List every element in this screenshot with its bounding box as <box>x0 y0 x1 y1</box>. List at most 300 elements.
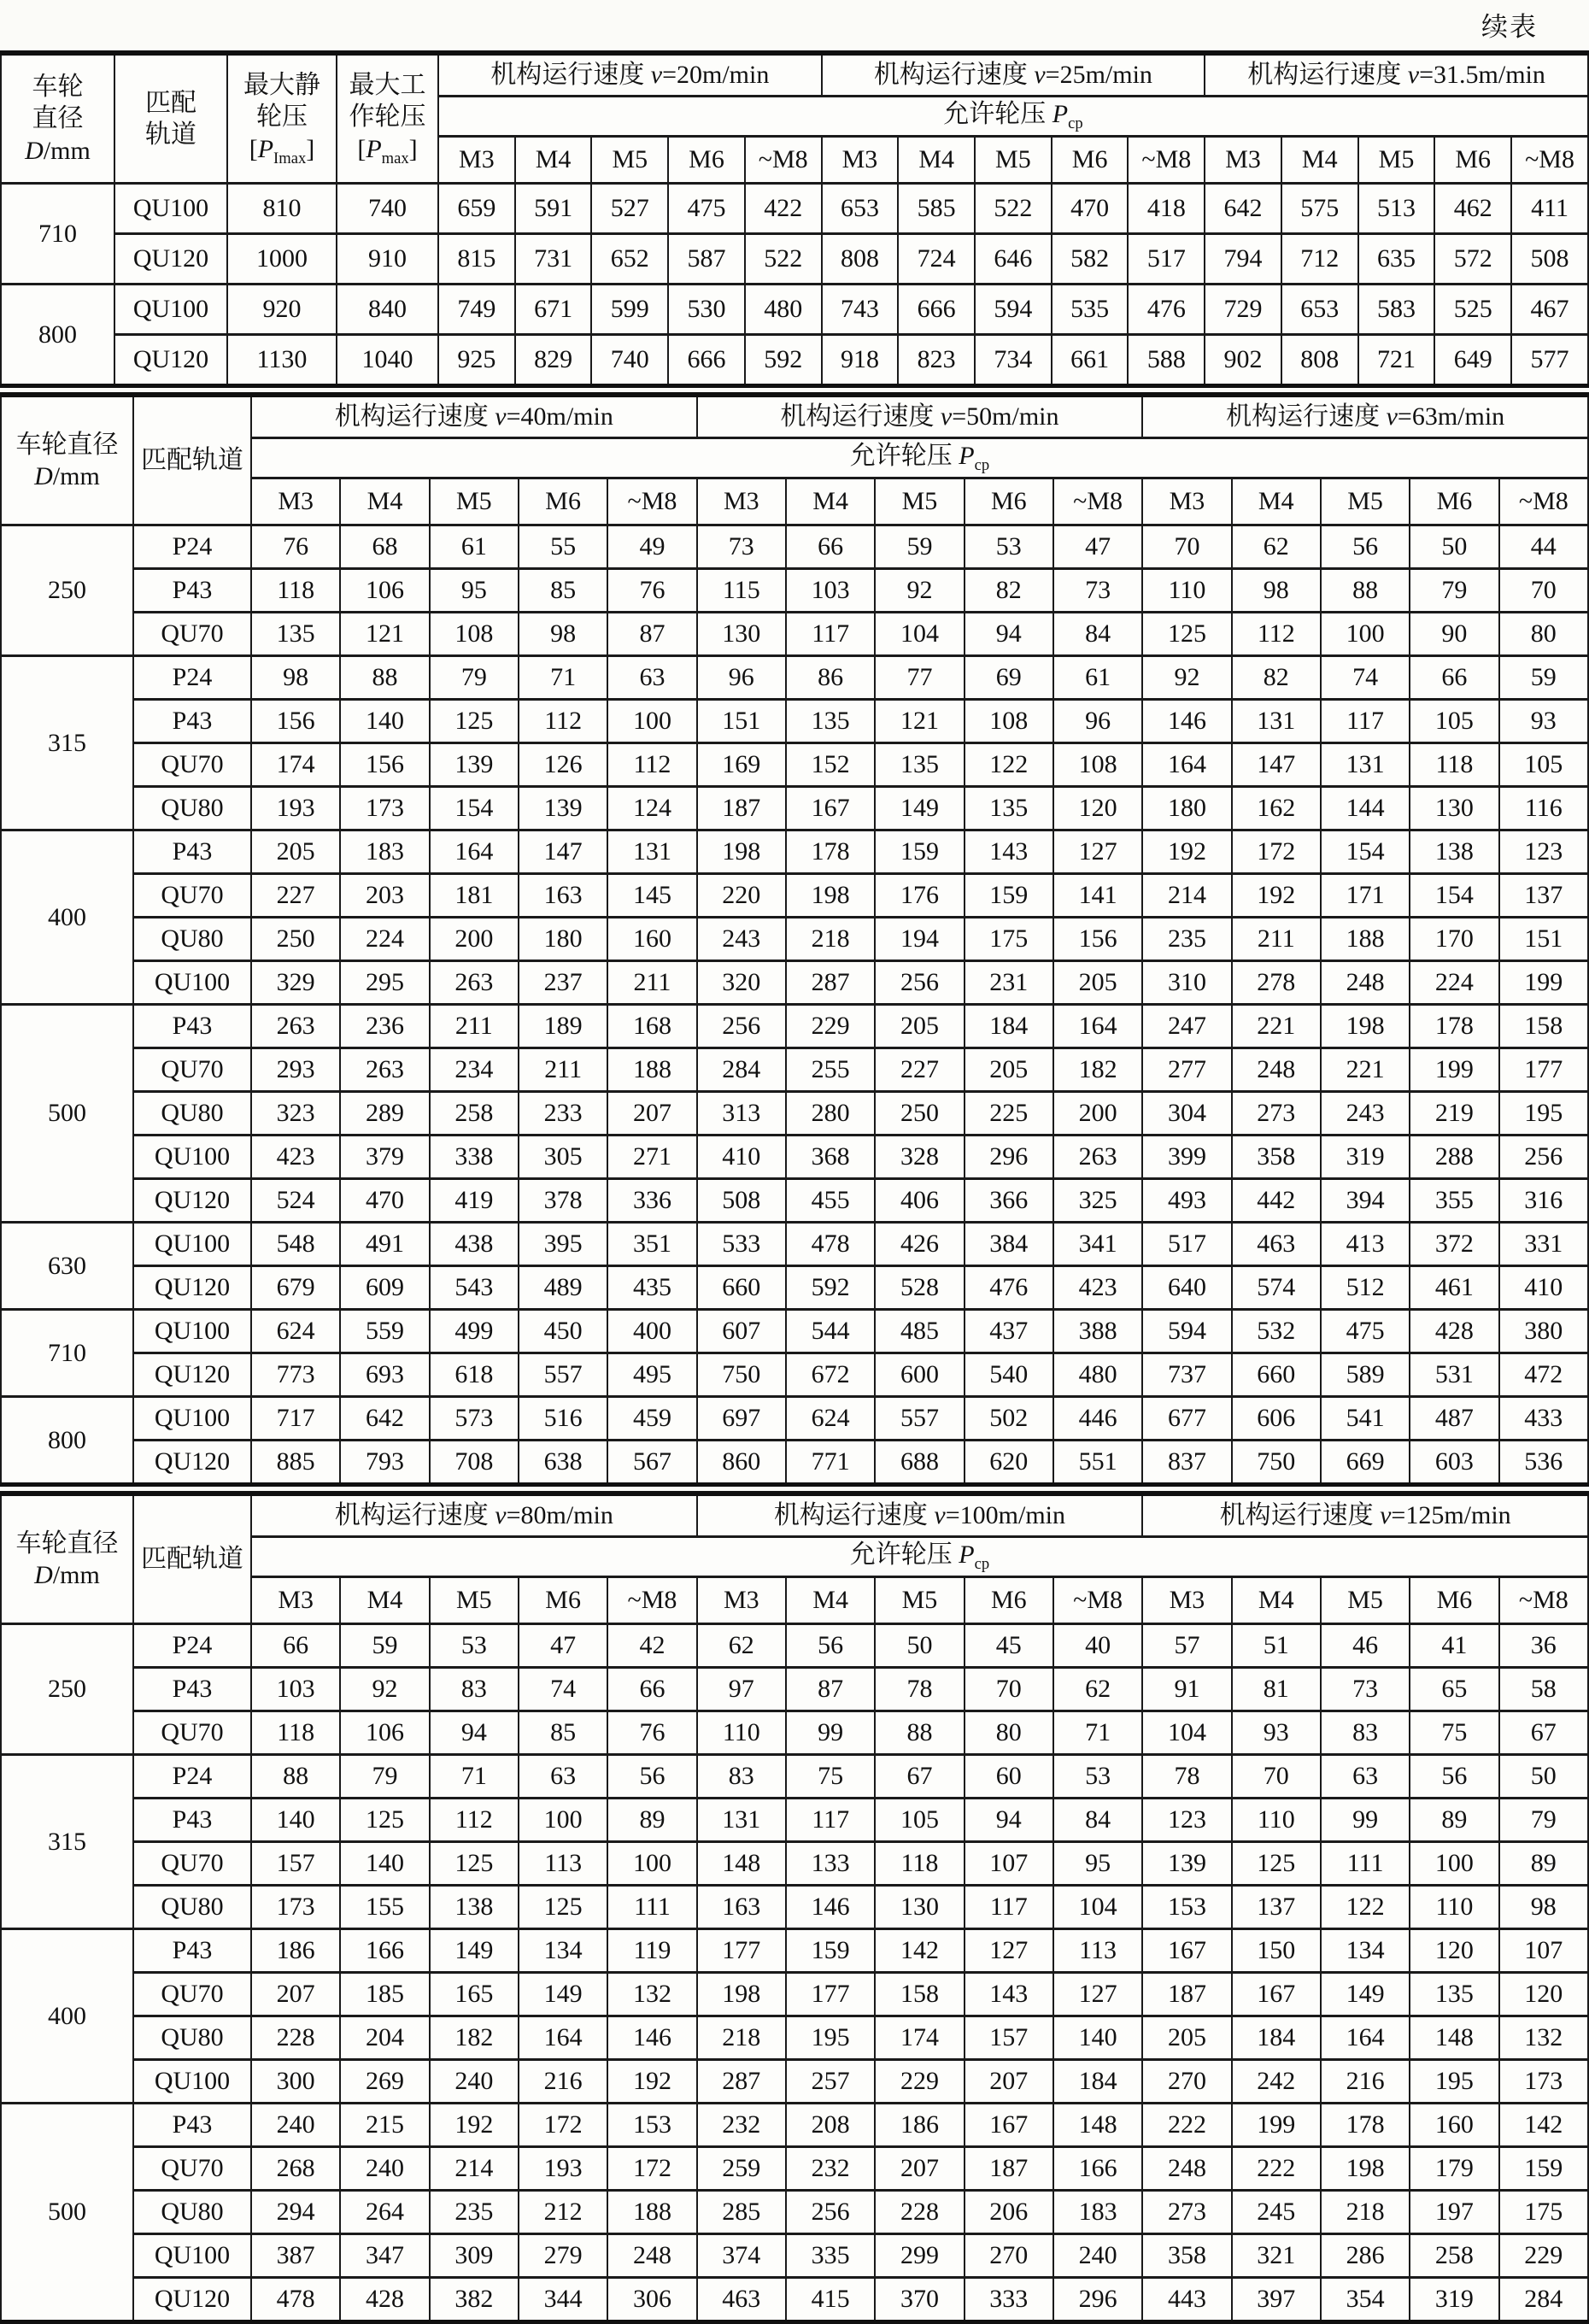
pressure-value-cell: 206 <box>965 2191 1053 2234</box>
duty-class-header: M5 <box>875 1577 964 1624</box>
pressure-value-cell: 591 <box>515 184 592 234</box>
diameter-cell: 315 <box>1 656 133 830</box>
pressure-value-cell: 57 <box>1142 1624 1231 1668</box>
duty-class-header: M4 <box>1281 137 1358 184</box>
table-row <box>1 918 1588 961</box>
allowed-wheel-pressure-header: 允许轮压 $P_{cp}$ <box>251 438 1588 478</box>
pressure-value-cell: 384 <box>965 1223 1053 1266</box>
pressure-value-cell: 170 <box>1410 918 1498 961</box>
pressure-value-cell: 557 <box>875 1397 964 1441</box>
table-row <box>1 2191 1588 2234</box>
pressure-value-cell: 517 <box>1128 234 1205 285</box>
pressure-value-cell: 338 <box>430 1136 519 1179</box>
pressure-value-cell: 167 <box>1232 1973 1321 2016</box>
pressure-value-cell: 721 <box>1358 335 1435 386</box>
pressure-value-cell: 63 <box>519 1755 607 1799</box>
pressure-value-cell: 198 <box>697 1973 786 2016</box>
pressure-value-cell: 119 <box>607 1929 696 1973</box>
pressure-value-cell: 164 <box>1053 1005 1142 1048</box>
pressure-value-cell: 183 <box>1053 2191 1142 2234</box>
pressure-value-cell: 100 <box>1410 1842 1498 1886</box>
pressure-value-cell: 83 <box>430 1668 519 1711</box>
pressure-value-cell: 478 <box>251 2278 340 2322</box>
pressure-value-cell: 156 <box>251 700 340 743</box>
pressure-value-cell: 91 <box>1142 1668 1231 1711</box>
pressure-value-cell: 120 <box>1053 787 1142 830</box>
pressure-value-cell: 394 <box>1321 1179 1410 1223</box>
pressure-value-cell: 724 <box>898 234 975 285</box>
pressure-value-cell: 94 <box>965 1799 1053 1842</box>
pressure-value-cell: 139 <box>430 743 519 787</box>
pressure-value-cell: 130 <box>697 613 786 656</box>
pressure-value-cell: 123 <box>1142 1799 1231 1842</box>
pressure-value-cell: 815 <box>438 234 515 285</box>
pressure-value-cell: 207 <box>875 2147 964 2191</box>
pressure-value-cell: 516 <box>519 1397 607 1441</box>
pressure-value-cell: 299 <box>875 2234 964 2278</box>
pressure-value-cell: 41 <box>1410 1624 1498 1668</box>
rail-cell: QU70 <box>133 874 251 918</box>
pressure-value-cell: 329 <box>251 961 340 1005</box>
pressure-value-cell: 112 <box>1232 613 1321 656</box>
pressure-value-cell: 193 <box>519 2147 607 2191</box>
pressure-value-cell: 476 <box>965 1266 1053 1310</box>
duty-class-header: M3 <box>1205 137 1281 184</box>
pressure-value-cell: 187 <box>697 787 786 830</box>
pressure-value-cell: 535 <box>1052 285 1129 335</box>
pressure-value-cell: 150 <box>1232 1929 1321 1973</box>
pressure-value-cell: 118 <box>251 569 340 613</box>
pressure-value-cell: 76 <box>607 1711 696 1755</box>
pressure-value-cell: 180 <box>519 918 607 961</box>
pressure-value-cell: 603 <box>1410 1441 1498 1485</box>
rail-cell: QU100 <box>133 2234 251 2278</box>
table-row <box>1 830 1588 874</box>
pressure-value-cell: 99 <box>1321 1799 1410 1842</box>
table-row <box>1 1005 1588 1048</box>
pressure-value-cell: 192 <box>430 2104 519 2147</box>
pressure-value-cell: 461 <box>1410 1266 1498 1310</box>
pressure-value-cell: 587 <box>668 234 745 285</box>
pressure-value-cell: 140 <box>340 1842 429 1886</box>
pressure-value-cell: 214 <box>1142 874 1231 918</box>
pressure-value-cell: 459 <box>607 1397 696 1441</box>
pressure-value-cell: 71 <box>430 1755 519 1799</box>
pressure-value-cell: 88 <box>251 1755 340 1799</box>
pressure-value-cell: 96 <box>1053 700 1142 743</box>
table-row <box>1 961 1588 1005</box>
rail-cell: QU70 <box>133 1842 251 1886</box>
pressure-value-cell: 263 <box>340 1048 429 1092</box>
pressure-value-cell: 148 <box>1410 2016 1498 2060</box>
pressure-value-cell: 530 <box>668 285 745 335</box>
pressure-value-cell: 118 <box>1410 743 1498 787</box>
pressure-value-cell: 194 <box>875 918 964 961</box>
pressure-value-cell: 624 <box>251 1310 340 1353</box>
pressure-value-cell: 232 <box>786 2147 875 2191</box>
pressure-value-cell: 159 <box>965 874 1053 918</box>
header-line: 轮压 <box>256 103 308 132</box>
pressure-value-cell: 108 <box>430 613 519 656</box>
pressure-value-cell: 81 <box>1232 1668 1321 1711</box>
pressure-value-cell: 491 <box>340 1223 429 1266</box>
pressure-value-cell: 173 <box>340 787 429 830</box>
pressure-value-cell: 679 <box>251 1266 340 1310</box>
pressure-value-cell: 199 <box>1499 961 1588 1005</box>
table-row <box>1 1624 1588 1668</box>
pressure-value-cell: 487 <box>1410 1397 1498 1441</box>
pressure-value-cell: 205 <box>1053 961 1142 1005</box>
pressure-value-cell: 70 <box>1142 525 1231 569</box>
max-working-pressure-header <box>337 53 438 184</box>
pressure-value-cell: 411 <box>1511 184 1588 234</box>
rail-match-header <box>114 53 227 184</box>
pressure-value-cell: 44 <box>1499 525 1588 569</box>
duty-class-header: M6 <box>1410 1577 1498 1624</box>
pressure-value-cell: 592 <box>745 335 822 386</box>
duty-class-header: M5 <box>975 137 1052 184</box>
pressure-value-cell: 225 <box>965 1092 1053 1136</box>
pressure-value-cell: 273 <box>1142 2191 1231 2234</box>
pressure-value-cell: 575 <box>1281 184 1358 234</box>
pressure-value-cell: 133 <box>786 1842 875 1886</box>
pressure-value-cell: 573 <box>430 1397 519 1441</box>
pressure-value-cell: 183 <box>340 830 429 874</box>
duty-class-header: M3 <box>251 1577 340 1624</box>
table-row <box>1 743 1588 787</box>
pressure-value-cell: 66 <box>607 1668 696 1711</box>
pressure-value-cell: 143 <box>965 830 1053 874</box>
rail-cell: QU100 <box>133 2060 251 2104</box>
pressure-value-cell: 653 <box>822 184 899 234</box>
pressure-value-cell: 280 <box>786 1092 875 1136</box>
duty-class-header: M5 <box>591 137 668 184</box>
pressure-value-cell: 149 <box>1321 1973 1410 2016</box>
pressure-value-cell: 139 <box>519 787 607 830</box>
diameter-cell: 500 <box>1 2104 133 2322</box>
pressure-value-cell: 240 <box>430 2060 519 2104</box>
pressure-value-cell: 79 <box>430 656 519 700</box>
pressure-value-cell: 147 <box>519 830 607 874</box>
pressure-value-cell: 159 <box>786 1929 875 1973</box>
pressure-value-cell: 333 <box>965 2278 1053 2322</box>
pressure-value-cell: 263 <box>251 1005 340 1048</box>
pressure-value-cell: 577 <box>1511 335 1588 386</box>
pressure-value-cell: 189 <box>519 1005 607 1048</box>
pressure-value-cell: 207 <box>251 1973 340 2016</box>
pressure-value-cell: 256 <box>875 961 964 1005</box>
pressure-value-cell: 47 <box>1053 525 1142 569</box>
pressure-value-cell: 175 <box>965 918 1053 961</box>
pressure-value-cell: 82 <box>1232 656 1321 700</box>
rail-cell: QU80 <box>133 2016 251 2060</box>
table-row <box>1 1886 1588 1929</box>
pressure-value-cell: 652 <box>591 234 668 285</box>
pressure-value-cell: 336 <box>607 1179 696 1223</box>
pressure-value-cell: 59 <box>1499 656 1588 700</box>
pressure-value-cell: 211 <box>519 1048 607 1092</box>
pressure-value-cell: 306 <box>607 2278 696 2322</box>
pressure-value-cell: 156 <box>340 743 429 787</box>
pressure-value-cell: 118 <box>875 1842 964 1886</box>
pressure-value-cell: 423 <box>1053 1266 1142 1310</box>
pressure-value-cell: 140 <box>1053 2016 1142 2060</box>
pressure-value-cell: 137 <box>1232 1886 1321 1929</box>
table-row <box>1 2147 1588 2191</box>
pressure-value-cell: 543 <box>430 1266 519 1310</box>
pressure-value-cell: 354 <box>1321 2278 1410 2322</box>
pressure-value-cell: 164 <box>519 2016 607 2060</box>
pressure-value-cell: 532 <box>1232 1310 1321 1353</box>
pressure-value-cell: 211 <box>607 961 696 1005</box>
pressure-value-cell: 107 <box>1499 1929 1588 1973</box>
pressure-value-cell: 256 <box>1499 1136 1588 1179</box>
pressure-value-cell: 66 <box>1410 656 1498 700</box>
duty-class-header: ~M8 <box>1053 478 1142 525</box>
rail-cell: QU120 <box>133 2278 251 2322</box>
duty-class-header: M3 <box>697 1577 786 1624</box>
pressure-value-cell: 151 <box>697 700 786 743</box>
pressure-value-cell: 104 <box>875 613 964 656</box>
pressure-value-cell: 287 <box>786 961 875 1005</box>
pressure-value-cell: 885 <box>251 1441 340 1485</box>
pressure-value-cell: 98 <box>1499 1886 1588 1929</box>
pressure-value-cell: 166 <box>340 1929 429 1973</box>
pressure-value-cell: 149 <box>430 1929 519 1973</box>
pressure-value-cell: 104 <box>1053 1886 1142 1929</box>
diameter-cell: 500 <box>1 1005 133 1223</box>
pressure-value-cell: 344 <box>519 2278 607 2322</box>
pressure-value-cell: 793 <box>340 1441 429 1485</box>
pressure-value-cell: 42 <box>607 1624 696 1668</box>
pressure-value-cell: 198 <box>697 830 786 874</box>
pressure-value-cell: 103 <box>251 1668 340 1711</box>
duty-class-header: M6 <box>519 1577 607 1624</box>
diameter-cell: 250 <box>1 525 133 656</box>
pressure-value-cell: 263 <box>1053 1136 1142 1179</box>
pressure-value-cell: 154 <box>1321 830 1410 874</box>
pressure-value-cell: 140 <box>251 1799 340 1842</box>
pressure-value-cell: 368 <box>786 1136 875 1179</box>
pressure-value-cell: 450 <box>519 1310 607 1353</box>
pressure-value-cell: 513 <box>1358 184 1435 234</box>
pressure-value-cell: 173 <box>251 1886 340 1929</box>
pressure-value-cell: 495 <box>607 1353 696 1397</box>
pressure-value-cell: 110 <box>1410 1886 1498 1929</box>
rail-cell: P43 <box>133 700 251 743</box>
pressure-value-cell: 69 <box>965 656 1053 700</box>
pressure-value-cell: 131 <box>697 1799 786 1842</box>
rail-cell: P43 <box>133 1799 251 1842</box>
pressure-value-cell: 288 <box>1410 1136 1498 1179</box>
pressure-value-cell: 50 <box>1410 525 1498 569</box>
pressure-value-cell: 125 <box>1142 613 1231 656</box>
pressure-value-cell: 228 <box>875 2191 964 2234</box>
pressure-value-cell: 397 <box>1232 2278 1321 2322</box>
pressure-value-cell: 435 <box>607 1266 696 1310</box>
pressure-value-cell: 540 <box>965 1353 1053 1397</box>
table-row <box>1 285 1588 335</box>
pressure-value-cell: 88 <box>875 1711 964 1755</box>
pressure-value-cell: 372 <box>1410 1223 1498 1266</box>
pressure-value-cell: 277 <box>1142 1048 1231 1092</box>
duty-class-header: M4 <box>1232 1577 1321 1624</box>
pressure-value-cell: 149 <box>875 787 964 830</box>
rail-cell: P43 <box>133 830 251 874</box>
pressure-value-cell: 67 <box>1499 1711 1588 1755</box>
pressure-value-cell: 192 <box>1232 874 1321 918</box>
pressure-value-cell: 105 <box>1499 743 1588 787</box>
pressure-value-cell: 233 <box>519 1092 607 1136</box>
pressure-value-cell: 153 <box>1142 1886 1231 1929</box>
pressure-value-cell: 174 <box>251 743 340 787</box>
pressure-value-cell: 145 <box>607 874 696 918</box>
pressure-value-cell: 296 <box>965 1136 1053 1179</box>
pressure-value-cell: 205 <box>875 1005 964 1048</box>
header-line: 车轮直径 <box>15 1529 119 1558</box>
pressure-value-cell: 138 <box>430 1886 519 1929</box>
pressure-value-cell: 105 <box>1410 700 1498 743</box>
pressure-value-cell: 63 <box>1321 1755 1410 1799</box>
pressure-value-cell: 106 <box>340 569 429 613</box>
pressure-value-cell: 73 <box>1053 569 1142 613</box>
pressure-value-cell: 77 <box>875 656 964 700</box>
pressure-value-cell: 195 <box>786 2016 875 2060</box>
pressure-value-cell: 222 <box>1232 2147 1321 2191</box>
pressure-value-cell: 263 <box>430 961 519 1005</box>
pressure-value-cell: 56 <box>607 1755 696 1799</box>
pressure-value-cell: 594 <box>975 285 1052 335</box>
pressure-value-cell: 192 <box>607 2060 696 2104</box>
pressure-value-cell: 200 <box>1053 1092 1142 1136</box>
pressure-value-cell: 319 <box>1321 1136 1410 1179</box>
pressure-value-cell: 378 <box>519 1179 607 1223</box>
wheel-diameter-header <box>1 1494 133 1624</box>
pressure-value-cell: 92 <box>340 1668 429 1711</box>
rail-cell: P24 <box>133 1624 251 1668</box>
pressure-value-cell: 296 <box>1053 2278 1142 2322</box>
duty-class-header: ~M8 <box>607 478 696 525</box>
pressure-value-cell: 159 <box>875 830 964 874</box>
pressure-value-cell: 323 <box>251 1092 340 1136</box>
pressure-value-cell: 66 <box>251 1624 340 1668</box>
table-row <box>1 1310 1588 1353</box>
pressure-value-cell: 418 <box>1128 184 1205 234</box>
pressure-value-cell: 96 <box>697 656 786 700</box>
pressure-value-cell: 135 <box>1410 1973 1498 2016</box>
rail-cell: QU70 <box>133 613 251 656</box>
pressure-value-cell: 176 <box>875 874 964 918</box>
pressure-value-cell: 734 <box>975 335 1052 386</box>
rail-cell: P43 <box>133 1668 251 1711</box>
pressure-value-cell: 188 <box>607 1048 696 1092</box>
pressure-value-cell: 455 <box>786 1179 875 1223</box>
mechanism-speed-header: 机构运行速度 v=50m/min <box>697 395 1143 438</box>
table-row <box>1 1136 1588 1179</box>
pressure-value-cell: 319 <box>1410 2278 1498 2322</box>
pressure-value-cell: 472 <box>1499 1353 1588 1397</box>
mechanism-speed-header: 机构运行速度 v=63m/min <box>1142 395 1588 438</box>
pressure-value-cell: 182 <box>1053 1048 1142 1092</box>
pressure-value-cell: 295 <box>340 961 429 1005</box>
pressure-value-cell: 925 <box>438 335 515 386</box>
pressure-value-cell: 198 <box>1321 2147 1410 2191</box>
pressure-value-cell: 642 <box>1205 184 1281 234</box>
pressure-table-section-3 <box>0 1491 1589 2324</box>
table-row <box>1 1799 1588 1842</box>
pressure-value-cell: 659 <box>438 184 515 234</box>
rail-cell: QU70 <box>133 1711 251 1755</box>
duty-class-header: M4 <box>786 1577 875 1624</box>
pressure-value-cell: 729 <box>1205 285 1281 335</box>
pressure-value-cell: 171 <box>1321 874 1410 918</box>
rail-cell: QU80 <box>133 2191 251 2234</box>
pressure-value-cell: 105 <box>875 1799 964 1842</box>
pressure-value-cell: 154 <box>430 787 519 830</box>
pressure-value-cell: 205 <box>251 830 340 874</box>
pressure-value-cell: 124 <box>607 787 696 830</box>
pressure-value-cell: 599 <box>591 285 668 335</box>
pressure-value-cell: 160 <box>607 918 696 961</box>
table-row <box>1 1048 1588 1092</box>
header-line: D/mm <box>25 136 91 165</box>
pressure-value-cell: 123 <box>1499 830 1588 874</box>
table-row <box>1 1441 1588 1485</box>
pressure-value-cell: 184 <box>1232 2016 1321 2060</box>
pressure-value-cell: 286 <box>1321 2234 1410 2278</box>
pressure-value-cell: 178 <box>786 830 875 874</box>
duty-class-header: M3 <box>1142 1577 1231 1624</box>
pressure-value-cell: 186 <box>875 2104 964 2147</box>
pressure-value-cell: 127 <box>965 1929 1053 1973</box>
pressure-value-cell: 289 <box>340 1092 429 1136</box>
pressure-value-cell: 341 <box>1053 1223 1142 1266</box>
pressure-value-cell: 177 <box>786 1973 875 2016</box>
pressure-value-cell: 184 <box>965 1005 1053 1048</box>
pressure-value-cell: 248 <box>1232 1048 1321 1092</box>
pressure-value-cell: 355 <box>1410 1179 1498 1223</box>
pressure-value-cell: 75 <box>786 1755 875 1799</box>
table-row <box>1 787 1588 830</box>
pressure-value-cell: 255 <box>786 1048 875 1092</box>
duty-class-header: M6 <box>965 1577 1053 1624</box>
pressure-value-cell: 666 <box>668 335 745 386</box>
pressure-value-cell: 95 <box>1053 1842 1142 1886</box>
pressure-value-cell: 224 <box>340 918 429 961</box>
pressure-value-cell: 808 <box>822 234 899 285</box>
pressure-value-cell: 582 <box>1052 234 1129 285</box>
pressure-value-cell: 256 <box>786 2191 875 2234</box>
pressure-value-cell: 379 <box>340 1136 429 1179</box>
pressure-value-cell: 180 <box>1142 787 1231 830</box>
pressure-value-cell: 75 <box>1410 1711 1498 1755</box>
pressure-value-cell: 221 <box>1232 1005 1321 1048</box>
mechanism-speed-header: 机构运行速度 v=80m/min <box>251 1494 697 1537</box>
pressure-value-cell: 167 <box>786 787 875 830</box>
pressure-value-cell: 750 <box>1232 1441 1321 1485</box>
pressure-value-cell: 620 <box>965 1441 1053 1485</box>
duty-class-header: ~M8 <box>745 137 822 184</box>
pressure-value-cell: 480 <box>745 285 822 335</box>
allowed-wheel-pressure-header: 允许轮压 $P_{cp}$ <box>438 97 1588 137</box>
pressure-value-cell: 153 <box>607 2104 696 2147</box>
pressure-value-cell: 270 <box>965 2234 1053 2278</box>
pressure-value-cell: 321 <box>1232 2234 1321 2278</box>
pressure-value-cell: 108 <box>965 700 1053 743</box>
pressure-value-cell: 83 <box>697 1755 786 1799</box>
pressure-value-cell: 902 <box>1205 335 1281 386</box>
pressure-value-cell: 677 <box>1142 1397 1231 1441</box>
